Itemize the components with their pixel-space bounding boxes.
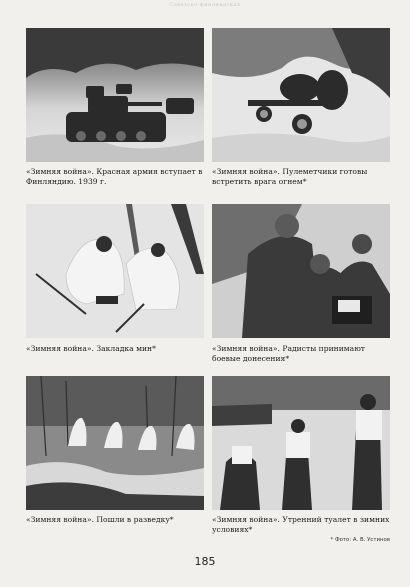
photo-morning-wash xyxy=(212,376,390,510)
caption-morning-wash: «Зимняя война». Утренний туалет в зимних условиях* xyxy=(212,515,390,534)
photo-machine-gunners xyxy=(212,28,390,162)
caption-reconnaissance: «Зимняя война». Пошли в разведку* xyxy=(26,515,174,524)
photo-reconnaissance xyxy=(26,376,204,510)
caption-machine-gunners: «Зимняя война». Пулеметчики готовы встретить врага огнем* xyxy=(212,167,368,186)
photo-credit-footnote: * Фото: А. В. Устинов xyxy=(330,537,390,543)
caption-tanks: «Зимняя война». Красная армия вступает в Финляндию. 1939 г. xyxy=(26,167,203,186)
photo-tanks xyxy=(26,28,204,162)
photo-radio-operators xyxy=(212,204,390,338)
photo-mine-laying xyxy=(26,204,204,338)
caption-radio-operators: «Зимняя война». Радисты принимают боевые донесения* xyxy=(212,344,366,363)
caption-mine-laying: «Зимняя война». Закладка мин* xyxy=(26,344,156,353)
running-head: Советско-финляндская xyxy=(169,2,241,8)
page-number: 185 xyxy=(194,555,216,568)
